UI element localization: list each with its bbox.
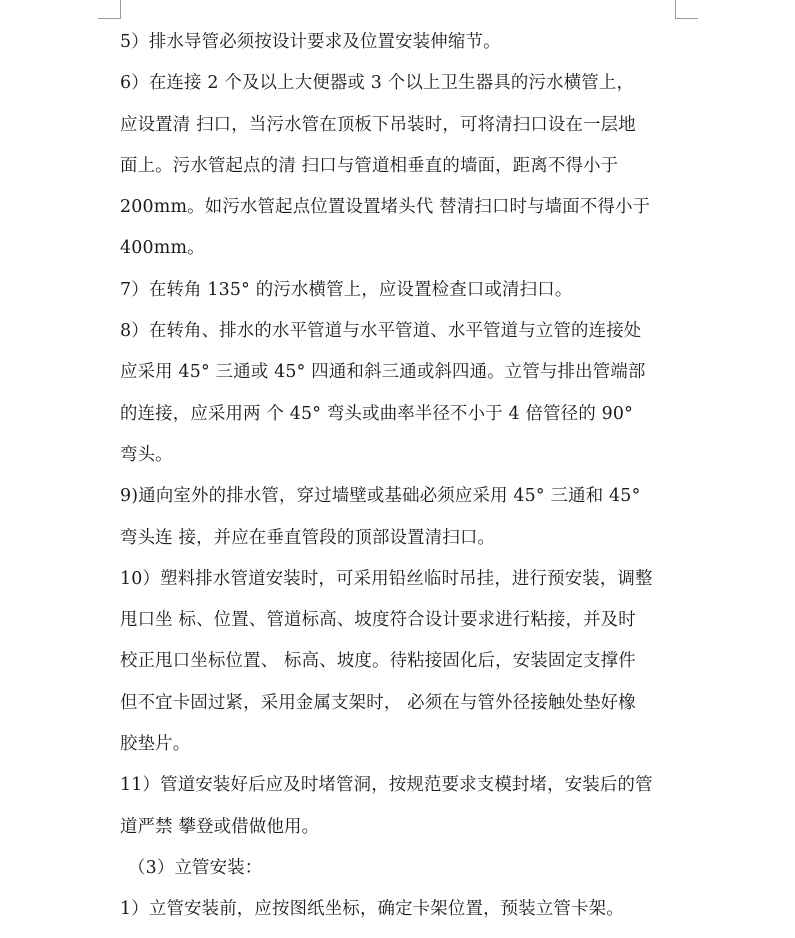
- section-heading: （3）立管安装：: [128, 857, 263, 878]
- text-line: 9)通向室外的排水管，穿过墙壁或基础必须应采用 45° 三通和 45°: [120, 486, 641, 507]
- text-line: 6）在连接 2 个及以上大便器或 3 个以上卫生器具的污水横管上，: [120, 73, 635, 94]
- text-line: 5）排水导管必须按设计要求及位置安装伸缩节。: [120, 32, 501, 52]
- text-line: 1）立管安装前，应按图纸坐标，确定卡架位置，预装立管卡架。: [120, 899, 624, 920]
- text-line: 胶垫片。: [120, 734, 191, 755]
- text-line: 道严禁 攀登或借做他用。: [120, 816, 320, 837]
- text-line: 弯头连 接，并应在垂直管段的顶部设置清扫口。: [120, 527, 496, 548]
- text-line: 面上。污水管起点的清 扫口与管道相垂直的墙面，距离不得小于: [120, 155, 619, 176]
- text-line: 应采用 45° 三通或 45° 四通和斜三通或斜四通。立管与排出管端部: [120, 362, 646, 383]
- page-corner-mark-left: [98, 0, 121, 19]
- text-line: 200mm。如污水管起点位置设置堵头代 替清扫口时与墙面不得小于: [120, 197, 651, 218]
- text-line: 10）塑料排水管道安装时，可采用铅丝临时吊挂，进行预安装，调整: [120, 568, 653, 589]
- text-line: 8）在转角、排水的水平管道与水平管道、水平管道与立管的连接处: [120, 321, 642, 342]
- text-line: 但不宜卡固过紧，采用金属支架时， 必须在与管外径接触处垫好橡: [120, 692, 636, 713]
- text-line: 弯头。: [120, 444, 173, 465]
- page-corner-mark-right: [675, 0, 698, 19]
- text-line: 7）在转角 135° 的污水横管上，应设置检查口或清扫口。: [120, 279, 573, 300]
- text-line: 400mm。: [120, 238, 205, 259]
- document-body: [120, 22, 680, 931]
- text-line: 甩口坐 标、位置、管道标高、坡度符合设计要求进行粘接，并及时: [120, 610, 636, 631]
- text-line: 应设置清 扫口，当污水管在顶板下吊装时，可将清扫口设在一层地: [120, 114, 636, 135]
- text-line: 校正甩口坐标位置、 标高、坡度。待粘接固化后，安装固定支撑件: [120, 651, 636, 672]
- text-line: 11）管道安装好后应及时堵管洞，按规范要求支模封堵，安装后的管: [120, 775, 653, 796]
- text-line: 的连接，应采用两 个 45° 弯头或曲率半径不小于 4 倍管径的 90°: [120, 403, 634, 424]
